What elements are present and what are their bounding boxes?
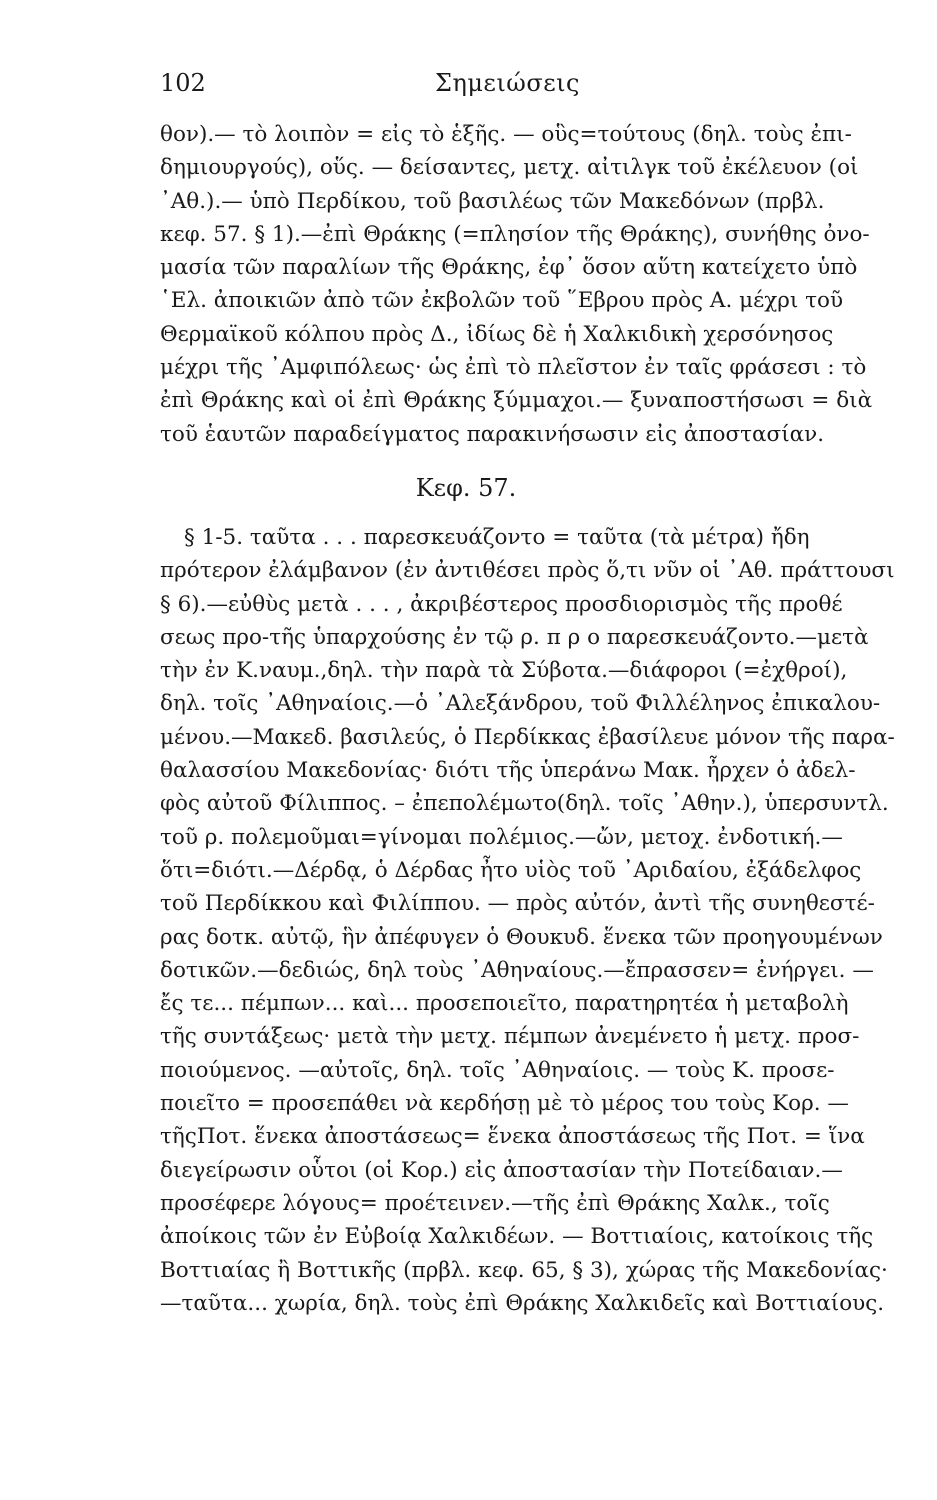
text-line: μασία τῶν παραλίων τῆς Θράκης, ἐφ᾿ ὅσον αὕτη κατείχετο ὑπὸ	[160, 255, 858, 281]
text-line: Βοττιαίας ἢ Βοττικῆς (πρβλ. κεφ. 65, § 3), χώρας τῆς Μακεδονίας·	[160, 1257, 888, 1283]
text-line: θαλασσίου Μακεδονίας· διότι τῆς ὑπεράνω Μακ. ἦρχεν ὁ ἀδελ-	[160, 758, 856, 784]
text-line: διεγείρωσιν οὗτοι (οἱ Κορ.) εἰς ἀποστασίαν τὴν Ποτείδαιαν.—	[160, 1157, 843, 1183]
text-line: ἐπὶ Θράκης καὶ οἱ ἐπὶ Θράκης ξύμμαχοι.— ξυναποστήσωσι = διὰ	[160, 388, 873, 414]
text-line: ποιούμενος. —αὐτοῖς, δηλ. τοῖς ᾿Αθηναίοις. — τοὺς Κ. προσε-	[160, 1057, 835, 1083]
page-body	[160, 118, 895, 1320]
text-line: Θερμαϊκοῦ κόλπου πρὸς Δ., ἰδίως δὲ ἡ Χαλκιδικὴ χερσόνησος	[160, 321, 834, 347]
text-line: θον).— τὸ λοιπὸν = εἰς τὸ ἑξῆς. — οὓς=τούτους (δηλ. τοὺς ἐπι-	[160, 122, 852, 147]
text-line: ρας δοτκ. αὐτῷ, ἣν ἀπέφυγεν ὁ Θουκυδ. ἕνεκα τῶν προηγουμένων	[160, 924, 883, 950]
text-line: τὴν ἐν Κ.ναυμ.,δηλ. τὴν παρὰ τὰ Σύβοτα.—διάφοροι (=ἐχθροί),	[160, 658, 848, 684]
text-line: τῆς συντάξεως· μετὰ τὴν μετχ. πέμπων ἀνεμένετο ἡ μετχ. προσ-	[160, 1024, 860, 1050]
text-line: δοτικῶν.—δεδιώς, δηλ τοὺς ᾿Αθηναίους.—ἔπρασσεν= ἐνήργει. —	[160, 957, 874, 983]
text-line: δηλ. τοῖς ᾿Αθηναίοις.—ὁ ᾿Αλεξάνδρου, τοῦ Φιλλέληνος ἐπικαλου-	[160, 691, 881, 717]
text-line: ὅτι=διότι.—Δέρδᾳ, ὁ Δέρδας ἦτο υἱὸς τοῦ ᾿Αριδαίου, ἐξάδελφος	[160, 857, 862, 883]
text-line: προσέφερε λόγους= προέτεινεν.—τῆς ἐπὶ Θράκης Χαλκ., τοῖς	[160, 1190, 830, 1216]
text-line: φὸς αὐτοῦ Φίλιππος. – ἐπεπολέμωτο(δηλ. τοῖς ᾿Αθην.), ὑπερσυντλ.	[160, 791, 889, 817]
text-line: τῆςΠοτ. ἕνεκα ἀποστάσεως= ἕνεκα ἀποστάσεως τῆς Ποτ. = ἵνα	[160, 1124, 865, 1150]
text-line: τοῦ Περδίκκου καὶ Φιλίππου. — πρὸς αὐτόν, ἀντὶ τῆς συνηθεστέ-	[160, 891, 875, 917]
text-line: ποιεῖτο = προσεπάθει νὰ κερδήσῃ μὲ τὸ μέρος του τοὺς Κορ. —	[160, 1091, 849, 1117]
page-number: 102	[160, 69, 206, 97]
text-line: § 6).—εὐθὺς μετὰ . . . , ἀκριβέστερος προσδιορισμὸς τῆς προθέ	[160, 591, 843, 617]
notes-section-1	[160, 118, 873, 451]
text-line: τοῦ ρ. πολεμοῦμαι=γίνομαι πολέμιος.—ὤν, μετοχ. ἐνδοτική.—	[160, 824, 843, 850]
text-line: μέχρι τῆς ᾿Αμφιπόλεως· ὡς ἐπὶ τὸ πλεῖστον ἐν ταῖς φράσεσι : τὸ	[160, 355, 867, 381]
running-title: Σημειώσεις	[434, 69, 580, 97]
page-header	[160, 66, 770, 100]
chapter-heading: Κεφ. 57.	[415, 473, 517, 502]
text-line: κεφ. 57. § 1).—ἐπὶ Θράκης (=πλησίον τῆς Θράκης), συνήθης ὀνο-	[160, 221, 870, 247]
text-line: δημιουργούς), οὕς. — δείσαντες, μετχ. αἰτιλγκ τοῦ ἐκέλευον (οἱ	[160, 155, 859, 181]
text-line: —ταῦτα... χωρία, δηλ. τοὺς ἐπὶ Θράκης Χαλκιδεῖς καὶ Βοττιαίους.	[160, 1290, 885, 1316]
text-line: ᾿Αθ.).— ὑπὸ Περδίκου, τοῦ βασιλέως τῶν Μακεδόνων (πρβλ.	[160, 188, 825, 214]
text-line: § 1-5. ταῦτα . . . παρεσκευάζοντο = ταῦτα (τὰ μέτρα) ἤδη	[184, 524, 810, 550]
text-line: μένου.—Μακεδ. βασιλεύς, ὁ Περδίκκας ἐβασίλευε μόνον τῆς παρα-	[160, 724, 895, 750]
text-line: ῾Ελ. ἀποικιῶν ἀπὸ τῶν ἐκβολῶν τοῦ ῞Εβρου πρὸς Α. μέχρι τοῦ	[160, 288, 844, 314]
text-line: ἀποίκοις τῶν ἐν Εὐβοίᾳ Χαλκιδέων. — Βοττιαίοις, κατοίκοις τῆς	[160, 1224, 874, 1250]
notes-section-2	[160, 521, 895, 1320]
text-line: ἔς τε... πέμπων... καὶ... προσεποιεῖτο, παρατηρητέα ἡ μεταβολὴ	[160, 991, 849, 1017]
text-line: τοῦ ἑαυτῶν παραδείγματος παρακινήσωσιν εἰς ἀποστασίαν.	[160, 421, 825, 447]
text-line: πρότερον ἐλάμβανον (ἐν ἀντιθέσει πρὸς ὅ,τι νῦν οἱ ᾿Αθ. πράττουσι	[160, 558, 895, 584]
text-line: σεως προ-τῆς ὑπαρχούσης ἐν τῷ ρ. π ρ ο παρεσκευάζοντο.—μετὰ	[160, 624, 869, 650]
